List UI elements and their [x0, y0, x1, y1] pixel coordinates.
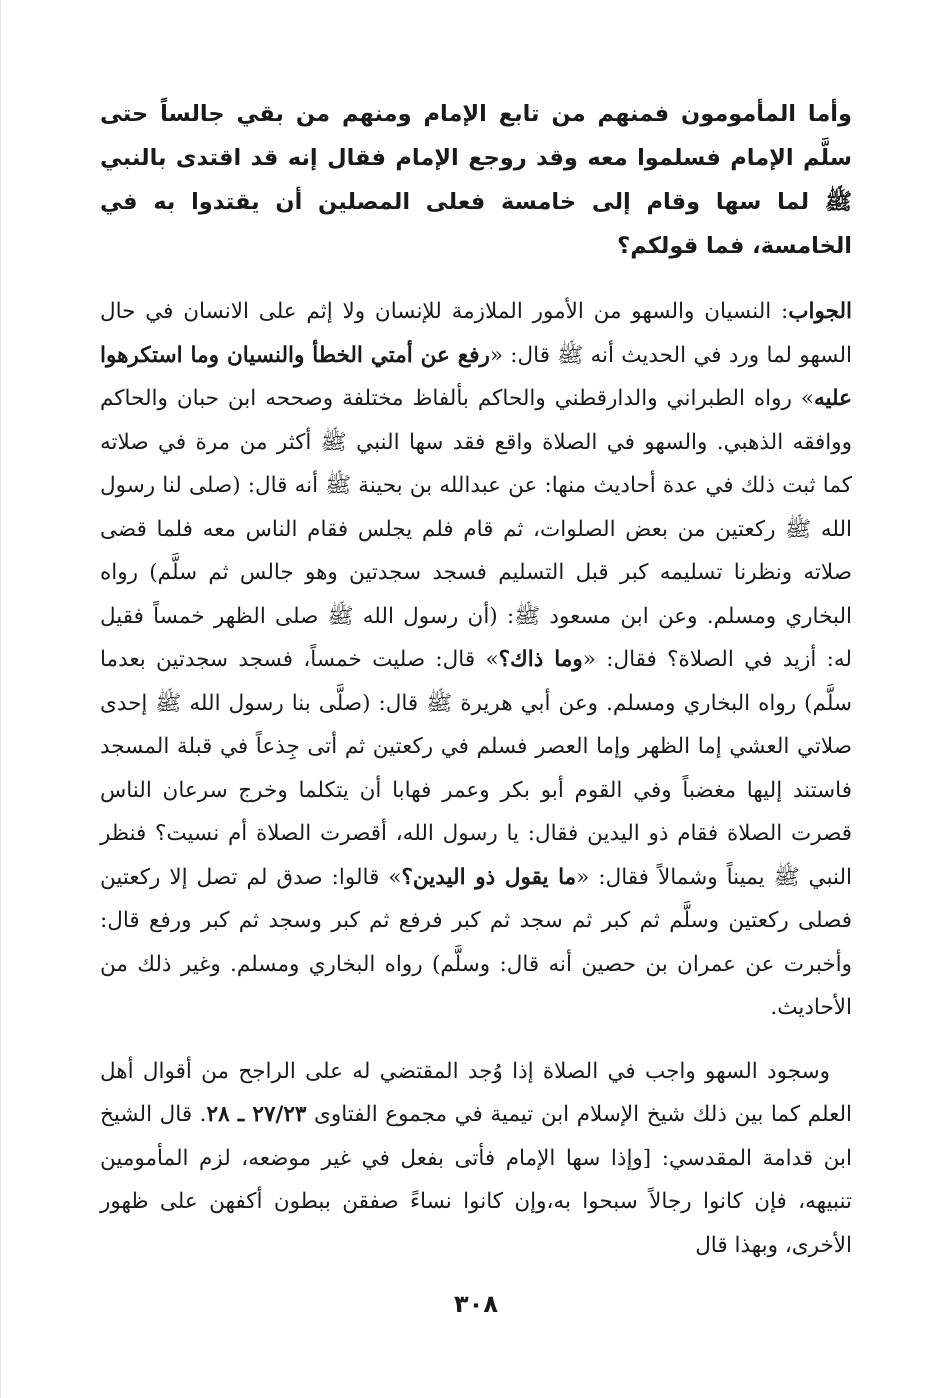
answer-text-4: » قالوا: صدق لم تصل إلا ركعتين فصلى ركعتين وسلَّم ثم كبر ثم سجد ثم كبر فرفع ثم كبر وسجد ثم كبر ورفع قال: وأخبرت عن عمران بن حصين أنه قال: وسلَّم) رواه البخاري ومسلم. وغير ذلك من الأحاديث. — [100, 864, 852, 1020]
hadith-quote-3: ما يقول ذو اليدين؟ — [401, 864, 577, 890]
paragraph-2-text-1: وسجود السهو واجب في الصلاة إذا وُجد المقتضي له على الراجح من أقوال أهل العلم كما بين ذلك شيخ الإسلام ابن تيمية في مجموع الفتاوى — [100, 1058, 853, 1127]
answer-text-1: : النسيان والسهو من الأمور الملازمة للإنسان ولا إثم على الانسان في حال السهو لما ورد في الحديث أنه ﷺ قال: « — [100, 299, 852, 368]
reference-volume: ٢٧/٢٣ ـ ٢٨ — [206, 1102, 307, 1127]
question-text: وأما المأمومون فمنهم من تابع الإمام ومنهم من بقي جالساً حتى سلَّم الإمام فسلموا معه وقد روجع الإمام فقال إنه قد اقتدى بالنبي ﷺ لما سها وقام إلى خامسة فعلى المصلين أن يقتدوا به في الخامسة، فما قولكم؟ — [100, 101, 852, 259]
page-body — [100, 92, 852, 1267]
answer-paragraph — [100, 290, 852, 1030]
answer-text-2: » رواه الطبراني والدارقطني والحاكم بألفاظ مختلفة وصححه ابن حبان والحاكم ووافقه الذهبي. والسهو في الصلاة واقع فقد سها النبي ﷺ أكثر من مرة في صلاته كما ثبت ذلك في عدة أحاديث منها: عن عبدالله بن بحينة ﷺ أنه قال: (صلى لنا رسول الله ﷺ ركعتين من بعض الصلوات، ثم قام فلم يجلس فقام الناس معه فلما قضى صلاته ونظرنا تسليمه كبر قبل التسليم فسجد سجدتين وهو جالس ثم سلَّم) رواه البخاري ومسلم. وعن ابن مسعود ﷺ: (أن رسول الله ﷺ صلى الظهر خمساً فقيل له: أزيد في الصلاة؟ فقال: « — [100, 386, 852, 672]
hadith-quote-2: وما ذاك؟ — [498, 647, 583, 672]
scan-edge — [0, 0, 1, 1398]
answer-text-3: » قال: صليت خمساً، فسجد سجدتين بعدما سلَّم) رواه البخاري ومسلم. وعن أبي هريرة ﷺ قال: (صلَّى بنا رسول الله ﷺ إحدى صلاتي العشي إما الظهر وإما العصر فسلم في ركعتين ثم أتى جِذعاً في قبلة المسجد فاستند إليها مغضباً وفي القوم أبو بكر وعمر فهابا أن يتكلما وخرج سرعان الناس قصرت الصلاة فقام ذو اليدين فقال: يا رسول الله، أقصرت الصلاة أم نسيت؟ فنظر النبي ﷺ يميناً وشمالاً فقال: « — [100, 647, 852, 890]
hadith-quote-1: رفع عن أمتي الخطأ والنسيان وما استكرهوا عليه — [100, 342, 852, 411]
paragraph-2 — [100, 1050, 852, 1268]
answer-label: الجواب — [788, 299, 852, 324]
paragraph-2-text-2: . قال الشيخ ابن قدامة المقدسي: [وإذا سها الإمام فأتى بفعل في غير موضعه، لزم المأمومين تنبيهه، فإن كانوا رجالاً سبحوا به،وإن كانوا نساءً صفقن ببطون أكفهن على ظهور الأخرى، وبهذا قال — [100, 1102, 852, 1258]
page-number: ٣٠٨ — [454, 1290, 498, 1318]
